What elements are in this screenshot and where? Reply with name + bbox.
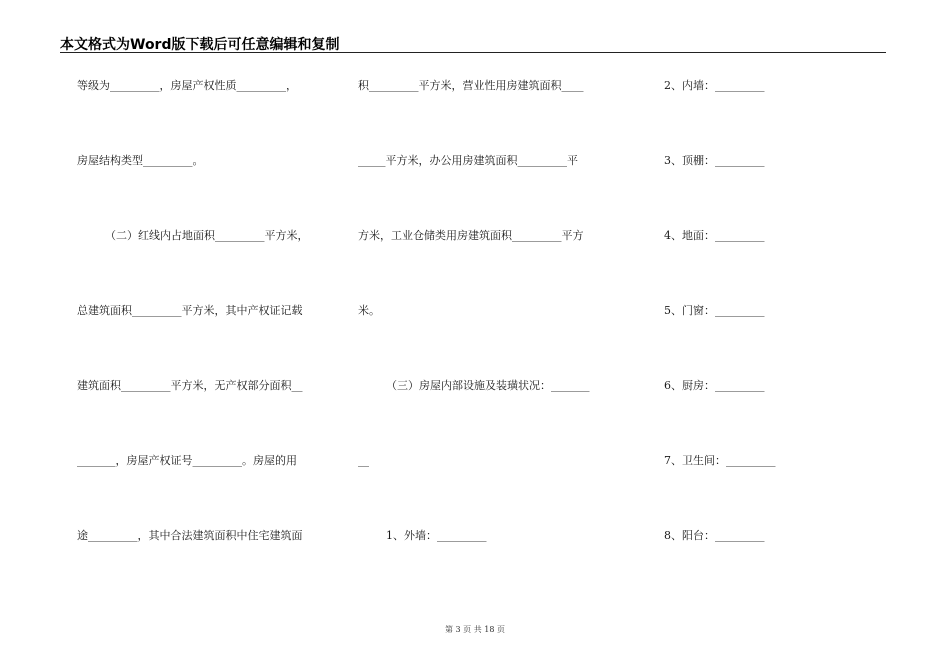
text-line: 1、外墙：_________ — [386, 529, 487, 542]
text-line: 积_________平方米，营业性用房建筑面积____ — [358, 79, 584, 92]
text-line: 总建筑面积_________平方米，其中产权证记载 — [77, 304, 303, 317]
page-number: 第 3 页 共 18 页 — [445, 625, 505, 634]
text-line: （二）红线内占地面积_________平方米， — [105, 229, 309, 242]
text-line: （三）房屋内部设施及装璜状况：_______ — [386, 379, 590, 392]
text-line: 房屋结构类型_________。 — [77, 154, 204, 167]
text-line: _______，房屋产权证号_________。房屋的用 — [77, 454, 297, 467]
header-title: 本文格式为Word版下载后可任意编辑和复制 — [60, 37, 340, 53]
text-line: 5、门窗：_________ — [664, 304, 765, 317]
text-line: 途_________，其中合法建筑面积中住宅建筑面 — [77, 529, 303, 542]
text-line: 等级为_________，房屋产权性质_________， — [77, 79, 297, 92]
text-line: 方米，工业仓储类用房建筑面积_________平方 — [358, 229, 584, 242]
header-divider — [60, 52, 886, 53]
text-line: 4、地面：_________ — [664, 229, 765, 242]
text-line: 建筑面积_________平方米，无产权部分面积__ — [77, 379, 303, 392]
text-line: 7、卫生间：_________ — [664, 454, 776, 467]
text-line: 6、厨房：_________ — [664, 379, 765, 392]
text-line: 3、顶棚：_________ — [664, 154, 765, 167]
text-line: __ — [358, 454, 369, 467]
text-line: 米。 — [358, 304, 380, 317]
text-line: _____平方米，办公用房建筑面积_________平 — [358, 154, 578, 167]
text-line: 8、阳台：_________ — [664, 529, 765, 542]
text-line: 2、内墙：_________ — [664, 79, 765, 92]
